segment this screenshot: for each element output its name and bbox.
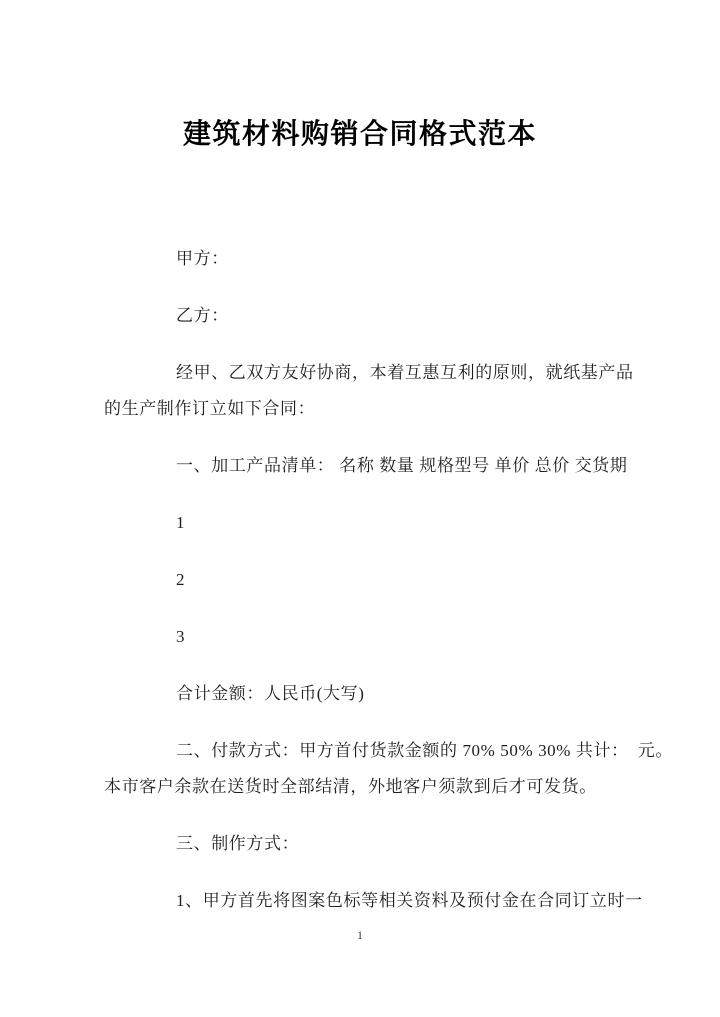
line-section-2-payment: 二、付款方式：甲方首付货款金额的 70% 50% 30% 共计： 元。	[176, 741, 673, 760]
line-party-a: 甲方：	[176, 249, 229, 268]
line-item-2: 2	[176, 570, 186, 589]
document-title: 建筑材料购销合同格式范本	[182, 118, 537, 149]
document-body	[0, 152, 720, 919]
line-section-3-heading: 三、制作方式：	[176, 834, 300, 853]
line-section-1-heading: 一、加工产品清单： 名称 数量 规格型号 单价 总价 交货期	[176, 456, 628, 475]
page-number: 1	[357, 928, 363, 942]
line-clause-3-1: 1、甲方首先将图案色标等相关资料及预付金在合同订立时一	[176, 891, 643, 910]
line-item-3: 3	[176, 627, 186, 646]
line-payment-continued: 本市客户余款在送货时全部结清，外地客户须款到后才可发货。	[104, 777, 597, 796]
line-party-b: 乙方：	[176, 306, 229, 325]
line-total-amount: 合计金额：人民币(大写)	[176, 684, 365, 703]
line-preamble-2: 的生产制作订立如下合同：	[104, 399, 316, 418]
line-preamble-1: 经甲、乙双方友好协商，本着互惠互利的原则，就纸基产品	[176, 363, 634, 382]
line-item-1: 1	[176, 513, 186, 532]
